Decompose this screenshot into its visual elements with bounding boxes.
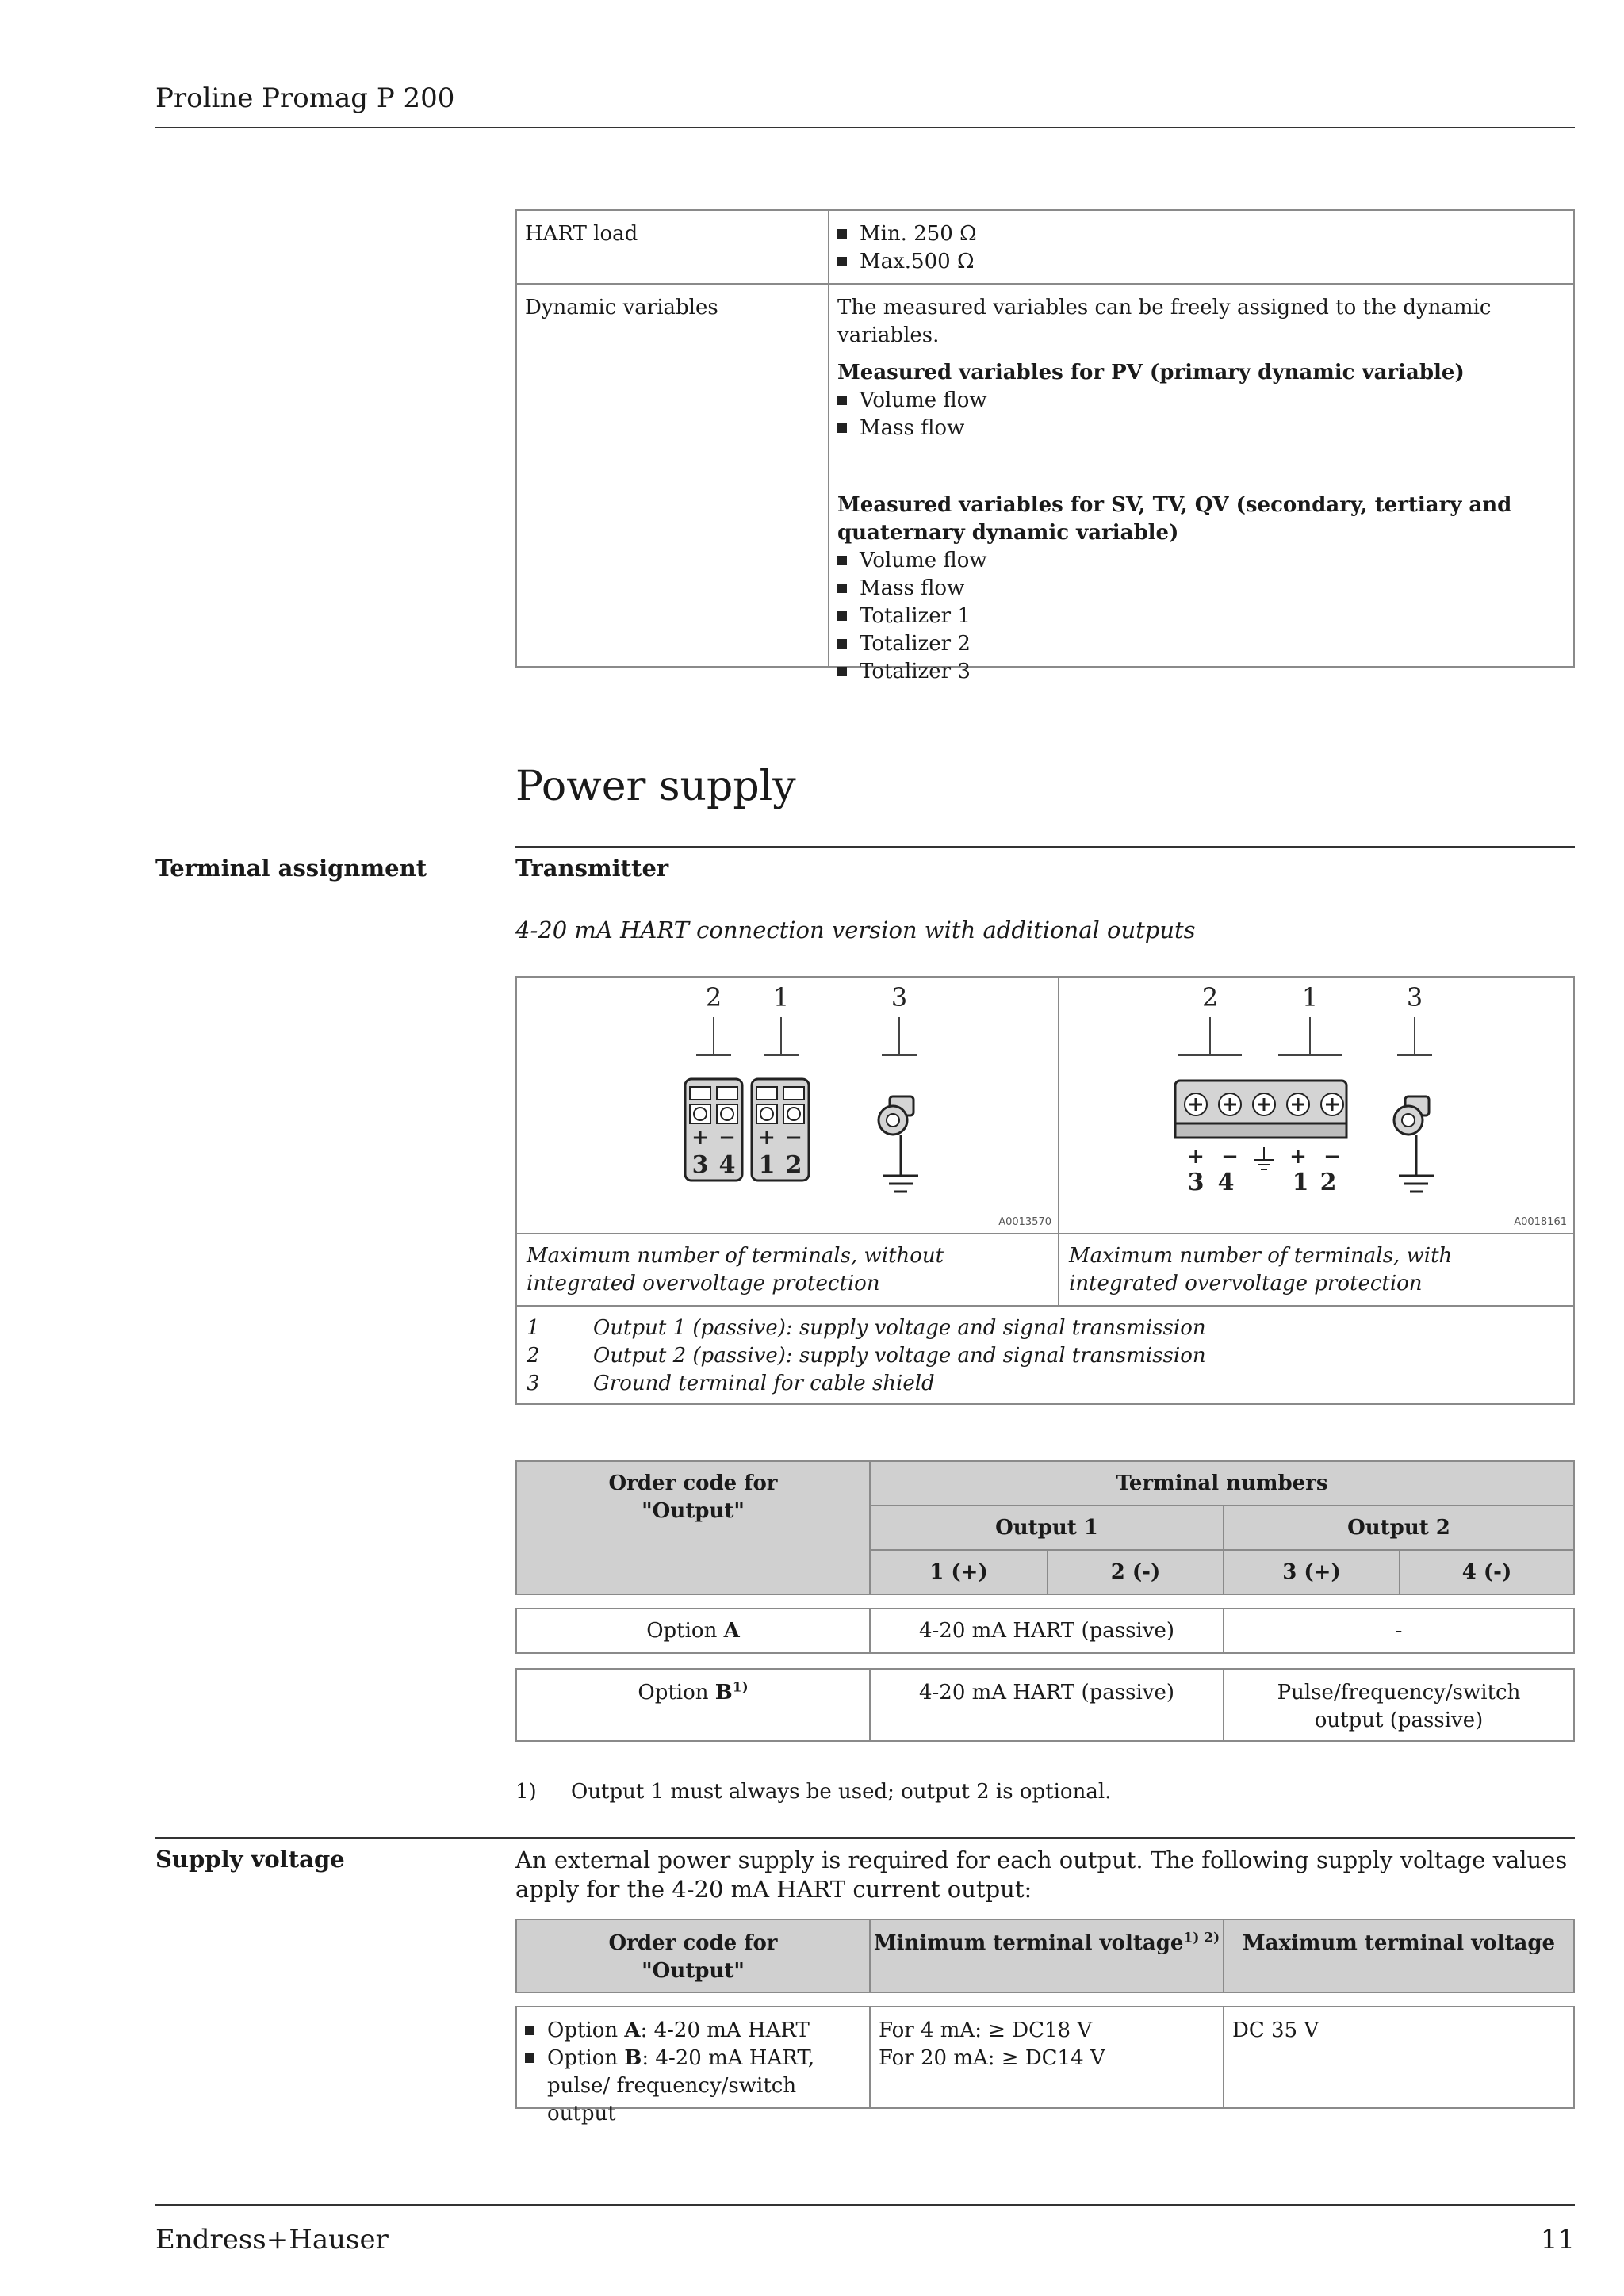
pv-heading: Measured variables for PV (primary dynamic variable) xyxy=(837,361,1465,385)
option-b-output-2: Pulse/frequency/switch output (passive) xyxy=(1223,1668,1575,1742)
list-item: Option B: 4-20 mA HART, pulse/ frequency/switch output xyxy=(525,2045,861,2128)
page-number: 11 xyxy=(1540,2224,1575,2256)
legend-item: 1 Output 1 (passive): supply voltage and signal transmission xyxy=(527,1316,1206,1340)
terminal-2-header: 2 (-) xyxy=(1047,1549,1224,1595)
output-1-header: Output 1 xyxy=(869,1505,1224,1551)
terminal-number: 4 xyxy=(718,1151,736,1179)
order-table-footnote: 1) Output 1 must always be used; output 2 is optional. xyxy=(515,1780,1112,1804)
option-b-cell: Option $B^{1)}$ xyxy=(515,1668,871,1742)
list-item: Volume flow xyxy=(837,387,1565,415)
hart-load-label: HART load xyxy=(525,222,638,246)
figure-legend xyxy=(515,1305,1575,1405)
output-2-header: Output 2 xyxy=(1223,1505,1575,1551)
callout-label: 1 xyxy=(1301,982,1319,1012)
polarity-label: + xyxy=(1187,1145,1205,1169)
footer-rule xyxy=(155,2204,1575,2206)
terminal-numbers-header: Terminal numbers xyxy=(869,1460,1575,1506)
polarity-label: + xyxy=(1289,1145,1307,1169)
terminal-number: 2 xyxy=(1320,1169,1337,1196)
option-b-output-1: 4-20 mA HART (passive) xyxy=(869,1668,1224,1742)
max-terminal-voltage-header: Maximum terminal voltage xyxy=(1223,1919,1575,1993)
hart-load-value-cell xyxy=(828,209,1575,285)
list-item: Totalizer 1 xyxy=(837,603,1565,630)
list-item: Totalizer 3 xyxy=(837,658,1565,686)
terminal-assignment-label: Terminal assignment xyxy=(155,855,427,882)
figure-right xyxy=(1058,976,1575,1234)
terminal-number: 2 xyxy=(785,1151,802,1179)
terminal-3-header: 3 (+) xyxy=(1223,1549,1400,1595)
sv-heading: Measured variables for SV, TV, QV (secondary, tertiary and quaternary dynamic variable) xyxy=(837,493,1512,545)
dynamic-variables-label: Dynamic variables xyxy=(525,296,718,320)
section-rule xyxy=(515,846,1575,848)
callout-label: 2 xyxy=(705,982,722,1012)
polarity-label: − xyxy=(785,1126,802,1150)
order-code-header: Order code for "Output" xyxy=(515,1460,871,1595)
earth-symbol-icon xyxy=(1254,1147,1274,1169)
dynamic-variables-label-cell xyxy=(515,283,829,668)
list-item: Volume flow xyxy=(837,547,1565,575)
list-item: Max.500 Ω xyxy=(837,248,1565,276)
polarity-label: − xyxy=(1221,1145,1239,1169)
connection-subheading: 4-20 mA HART connection version with additional outputs xyxy=(515,916,1196,943)
list-item: Mass flow xyxy=(837,415,1565,442)
figure-id: A0018161 xyxy=(1514,1216,1567,1228)
polarity-label: + xyxy=(691,1126,709,1150)
dynamic-variables-intro: The measured variables can be freely assigned to the dynamic variables. xyxy=(837,296,1492,347)
callout-label: 3 xyxy=(891,982,908,1012)
list-item: Min. 250 Ω xyxy=(837,220,1565,248)
terminal-number: 3 xyxy=(1187,1169,1205,1196)
polarity-label: − xyxy=(718,1126,736,1150)
running-header-title: Proline Promag P 200 xyxy=(155,82,455,114)
callout-label: 2 xyxy=(1201,982,1219,1012)
terminal-number: 1 xyxy=(1292,1169,1309,1196)
terminal-4-header: 4 (-) xyxy=(1399,1549,1575,1595)
terminal-number: 4 xyxy=(1217,1169,1235,1196)
section-title: Power supply xyxy=(515,763,796,810)
transmitter-heading: Transmitter xyxy=(515,855,669,882)
dynamic-variables-value-cell xyxy=(828,283,1575,683)
option-a-output-1: 4-20 mA HART (passive) xyxy=(869,1608,1224,1654)
legend-item: 2 Output 2 (passive): supply voltage and signal transmission xyxy=(527,1344,1206,1368)
min-terminal-voltage-header: Minimum terminal voltage$^{1) 2)}$ xyxy=(869,1919,1224,1993)
supply-min-voltage-cell: For 4 mA: ≥ DC18 V For 20 mA: ≥ DC14 V xyxy=(869,2006,1224,2109)
terminal-number: 3 xyxy=(691,1151,709,1179)
supply-order-code-header: Order code for "Output" xyxy=(515,1919,871,1993)
ground-terminal-icon xyxy=(879,1096,918,1192)
supply-max-voltage-cell: DC 35 V xyxy=(1223,2006,1575,2109)
figure-right-caption: Maximum number of terminals, with integrated overvoltage protection xyxy=(1058,1233,1575,1307)
callout-label: 3 xyxy=(1406,982,1423,1012)
option-a-output-2: - xyxy=(1223,1608,1575,1654)
figure-left xyxy=(515,976,1059,1234)
list-item: Option A: 4-20 mA HART xyxy=(525,2017,861,2045)
callout-label: 1 xyxy=(772,982,790,1012)
figure-left-caption: Maximum number of terminals, without integrated overvoltage protection xyxy=(515,1233,1059,1307)
hart-load-label-cell xyxy=(515,209,829,285)
supply-option-cell xyxy=(515,2006,871,2126)
terminal-1-header: 1 (+) xyxy=(869,1549,1048,1595)
legend-item: 3 Ground terminal for cable shield xyxy=(527,1372,935,1395)
figure-id: A0013570 xyxy=(998,1216,1051,1228)
polarity-label: − xyxy=(1323,1145,1341,1169)
terminal-number: 1 xyxy=(758,1151,776,1179)
supply-voltage-intro: An external power supply is required for each output. The following supply voltage values apply for the 4-20 mA HART current output: xyxy=(515,1846,1568,1903)
header-rule xyxy=(155,127,1575,128)
ground-terminal-icon xyxy=(1394,1096,1434,1192)
list-item: Mass flow xyxy=(837,575,1565,603)
list-item: Totalizer 2 xyxy=(837,630,1565,658)
option-a-cell: Option A xyxy=(515,1608,871,1654)
supply-voltage-label: Supply voltage xyxy=(155,1846,345,1873)
terminal-diagram-with-protection xyxy=(1059,978,1573,1233)
polarity-label: + xyxy=(758,1126,776,1150)
supply-voltage-rule xyxy=(155,1837,1575,1839)
footer-brand: Endress+Hauser xyxy=(155,2224,389,2256)
terminal-diagram-without-protection xyxy=(517,978,1058,1233)
terminal-strip xyxy=(1175,1081,1346,1138)
